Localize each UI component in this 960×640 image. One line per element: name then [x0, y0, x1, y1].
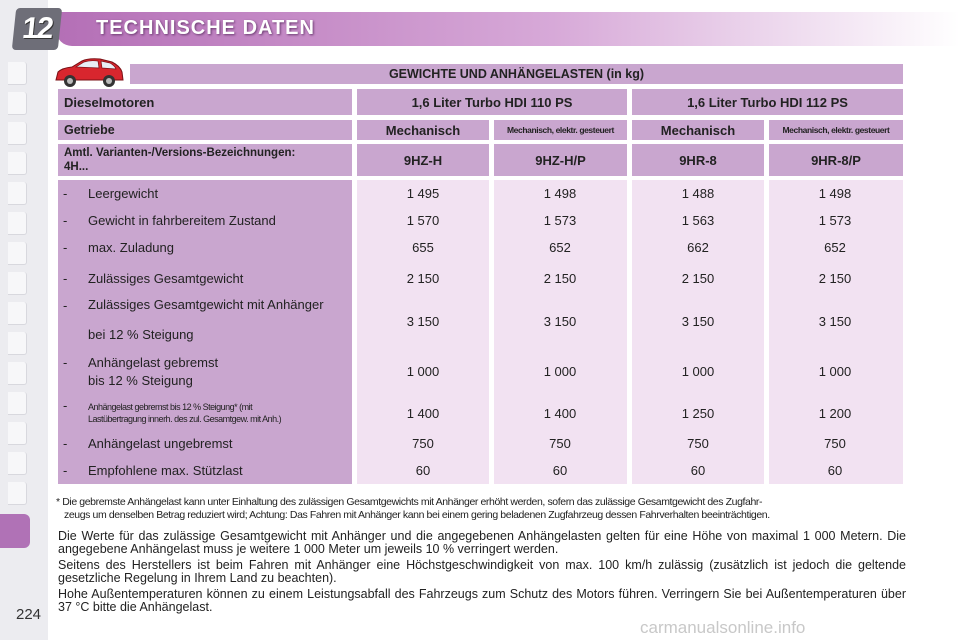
- variant-cell: 9HZ-H/P: [494, 144, 627, 176]
- page-number: 224: [16, 606, 42, 623]
- row-label: Zulässiges Gesamtgewicht mit Anhänger: [88, 297, 324, 312]
- row-value: 1 570: [406, 213, 440, 228]
- row-dash: -: [63, 298, 68, 313]
- row-label: Leergewicht: [88, 186, 159, 201]
- page-title: TECHNISCHE DATEN: [96, 17, 315, 39]
- row-label-secondary: bis 12 % Steigung: [88, 373, 193, 388]
- row-value: 1 000: [818, 364, 852, 379]
- row-value: 1 573: [818, 213, 852, 228]
- row-value: 2 150: [406, 271, 440, 286]
- row-value: 3 150: [406, 314, 440, 329]
- row-dash: -: [63, 398, 68, 413]
- gearbox-cell: Mechanisch: [357, 120, 489, 140]
- row-value: 750: [687, 436, 709, 451]
- chapter-tab-active[interactable]: [0, 514, 30, 548]
- row-value: 1 400: [543, 406, 577, 421]
- engine-row: [58, 89, 903, 115]
- row-value: 60: [415, 463, 431, 478]
- row-label: Anhängelast gebremst bis 12 % Steigung* (mit: [88, 402, 253, 412]
- row-value: 60: [690, 463, 706, 478]
- row-value: 1 495: [406, 186, 440, 201]
- variant-label-line1: Amtl. Varianten-/Versions-Bezeichnungen:: [64, 147, 296, 159]
- row-label: Zulässiges Gesamtgewicht: [88, 271, 244, 286]
- row-value: 1 000: [543, 364, 577, 379]
- row-label-secondary: bei 12 % Steigung: [88, 327, 194, 342]
- row-label: max. Zuladung: [88, 240, 174, 255]
- chapter-tab[interactable]: [8, 482, 27, 505]
- row-value: 3 150: [681, 314, 715, 329]
- row-value: 1 573: [543, 213, 577, 228]
- table-title: GEWICHTE UND ANHÄNGELASTEN (in kg): [130, 64, 903, 84]
- info-paragraph: Die Werte für das zulässige Gesamtgewicht mit Anhänger und die angegebenen Anhängelasten gelten für eine Höhe von maximal 1 000 Metern. Die angegebene Anhängelast muss je weitere 1 000 Meter um jeweils 10 % verringert werden.: [58, 529, 906, 556]
- chapter-tab[interactable]: [8, 242, 27, 265]
- variant-label-line2: 4H...: [64, 161, 89, 173]
- row-value: 750: [412, 436, 434, 451]
- info-paragraph: Seitens des Herstellers ist beim Fahren mit Anhänger eine Höchstgeschwindigkeit von max. 100 km/h zulässig (zusätzlich ist jedoch die geltende gesetzliche Regelung in Ihrem Land zu beachten).: [58, 558, 906, 585]
- info-paragraph: Hohe Außentemperaturen können zu einem Leistungsabfall des Fahrzeugs zum Schutz des Motors führen. Verringern Sie bei Außentemperaturen über 37 °C bitte die Anhängelast.: [58, 587, 906, 614]
- row-value: 2 150: [681, 271, 715, 286]
- chapter-tab[interactable]: [8, 272, 27, 295]
- row-value: 1 250: [681, 406, 715, 421]
- row-value: 60: [552, 463, 568, 478]
- variant-row-label: [58, 144, 352, 176]
- row-label: Anhängelast gebremst: [88, 355, 219, 370]
- chapter-sidebar: [0, 0, 48, 640]
- row-dash: -: [63, 213, 68, 228]
- row-value: 652: [549, 240, 571, 255]
- chapter-tab[interactable]: [8, 212, 27, 235]
- row-value: 750: [824, 436, 846, 451]
- gearbox-cell: Mechanisch, elektr. gesteuert: [769, 120, 903, 140]
- row-value: 1 000: [406, 364, 440, 379]
- footnote-line2: zeugs um denselben Betrag reduziert wird; Achtung: Das Fahren mit Anhänger kann bei einem gering beladenen Zugfahrzeug dessen Fahrverhalten beeinträchtigen.: [64, 509, 770, 521]
- gearbox-cell: Mechanisch, elektr. gesteuert: [494, 120, 627, 140]
- row-dash: -: [63, 463, 68, 478]
- row-label: Gewicht in fahrbereitem Zustand: [88, 213, 276, 228]
- row-dash: -: [63, 271, 68, 286]
- gearbox-row: [58, 120, 903, 140]
- row-value: 60: [827, 463, 843, 478]
- chapter-tab[interactable]: [8, 362, 27, 385]
- chapter-number-badge: [12, 8, 62, 50]
- row-dash: -: [63, 355, 68, 370]
- engine-header-2: 1,6 Liter Turbo HDI 112 PS: [632, 89, 903, 115]
- table-row: [58, 355, 903, 389]
- car-icon: [52, 56, 126, 90]
- row-value: 1 000: [681, 364, 715, 379]
- engine-row-label: Dieselmotoren: [58, 89, 352, 115]
- row-value: 3 150: [543, 314, 577, 329]
- row-dash: -: [63, 240, 68, 255]
- chapter-tab[interactable]: [8, 62, 27, 85]
- row-value: 1 498: [818, 186, 852, 201]
- table-row: [58, 298, 903, 342]
- row-value: 1 498: [543, 186, 577, 201]
- chapter-tab[interactable]: [8, 452, 27, 475]
- table-row: [58, 398, 903, 430]
- chapter-tab[interactable]: [8, 152, 27, 175]
- row-value: 1 488: [681, 186, 715, 201]
- footnote: [56, 496, 906, 522]
- row-value: 2 150: [543, 271, 577, 286]
- chapter-tab[interactable]: [8, 392, 27, 415]
- variant-cell: 9HZ-H: [357, 144, 489, 176]
- row-value: 1 200: [818, 406, 852, 421]
- row-value: 750: [549, 436, 571, 451]
- chapter-tab[interactable]: [8, 422, 27, 445]
- row-value: 3 150: [818, 314, 852, 329]
- row-value: 655: [412, 240, 434, 255]
- chapter-tab[interactable]: [8, 92, 27, 115]
- chapter-tab[interactable]: [8, 182, 27, 205]
- chapter-tab[interactable]: [8, 122, 27, 145]
- row-value: 1 400: [406, 406, 440, 421]
- row-label-secondary: Lastübertragung innerh. des zul. Gesamtgew. mit Anh.): [88, 414, 282, 424]
- row-value: 1 563: [681, 213, 715, 228]
- row-value: 2 150: [818, 271, 852, 286]
- row-dash: -: [63, 436, 68, 451]
- chapter-tab[interactable]: [8, 302, 27, 325]
- row-value: 662: [687, 240, 709, 255]
- row-dash: -: [63, 186, 68, 201]
- row-label: Empfohlene max. Stützlast: [88, 463, 243, 478]
- row-value: 652: [824, 240, 846, 255]
- variant-cell: 9HR-8: [632, 144, 764, 176]
- variant-cell: 9HR-8/P: [769, 144, 903, 176]
- engine-header-1: 1,6 Liter Turbo HDI 110 PS: [357, 89, 627, 115]
- variant-row: [58, 144, 903, 176]
- watermark: carmanualsonline.info: [640, 618, 806, 637]
- gearbox-cell: Mechanisch: [632, 120, 764, 140]
- chapter-tab[interactable]: [8, 332, 27, 355]
- row-label: Anhängelast ungebremst: [88, 436, 233, 451]
- chapter-number: 12: [20, 12, 54, 45]
- gearbox-row-label: Getriebe: [58, 120, 352, 140]
- footnote-line1: * Die gebremste Anhängelast kann unter Einhaltung des zulässigen Gesamtgewichts mit Anhänger erhöht werden, sofern das zulässige Gesamtgewicht des Zugfahr-: [56, 496, 763, 508]
